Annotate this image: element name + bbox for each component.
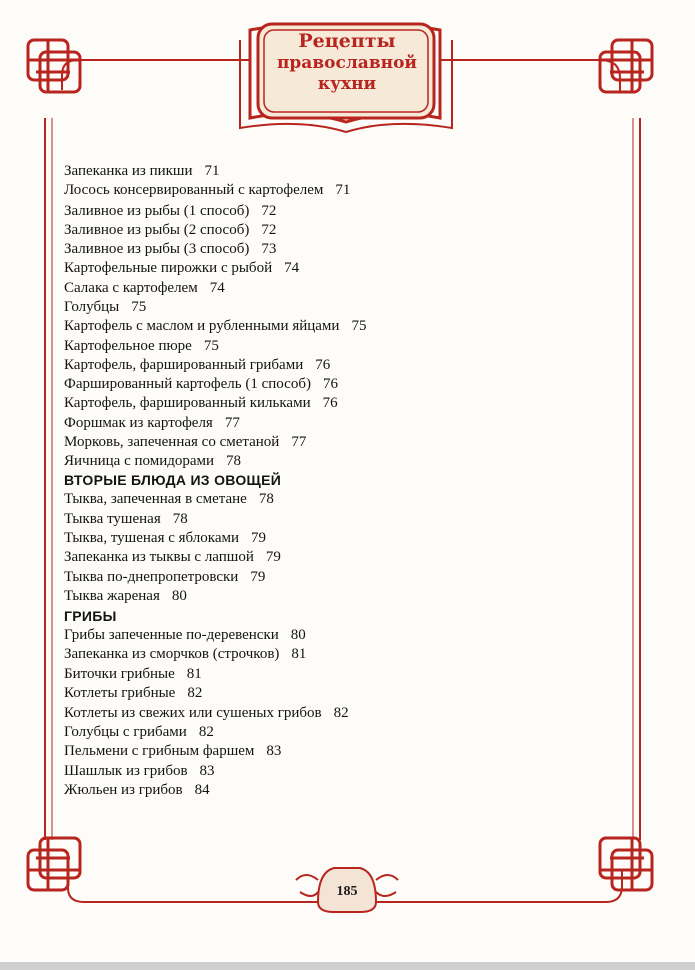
toc-entry: Голубцы с грибами 82 — [64, 724, 214, 740]
corner-knot-bottom-left — [28, 838, 80, 890]
section-heading-vegetables: ВТОРЫЕ БЛЮДА ИЗ ОВОЩЕЙ — [64, 472, 282, 488]
corner-knot-top-left — [28, 40, 80, 92]
toc-entry: Тыква, тушеная с яблоками 79 — [64, 530, 267, 546]
toc-entry: Салака с картофелем 74 — [64, 280, 225, 296]
toc-entry: Биточки грибные 81 — [64, 666, 202, 682]
section-heading-mushrooms: ГРИБЫ — [64, 608, 117, 624]
toc-entry: Котлеты грибные 82 — [64, 685, 203, 701]
toc-entry: Жюльен из грибов 84 — [64, 782, 210, 798]
toc-entry: Яичница с помидорами 78 — [64, 453, 242, 469]
toc-entry: Форшмак из картофеля 77 — [64, 415, 240, 431]
toc-entry: Лосось консервированный с картофелем 71 — [64, 182, 351, 198]
toc-entry: Тыква, запеченная в сметане 78 — [64, 491, 274, 507]
toc-entry: Шашлык из грибов 83 — [64, 763, 215, 779]
toc-entry: Тыква жареная 80 — [64, 588, 187, 604]
toc-entry: Котлеты из свежих или сушеных грибов 82 — [64, 705, 349, 721]
title-line-3: кухни — [317, 74, 377, 94]
toc-entry: Пельмени с грибным фаршем 83 — [64, 743, 282, 759]
toc-entry: Запеканка из тыквы с лапшой 79 — [64, 549, 281, 565]
toc-entry: Морковь, запеченная со сметаной 77 — [64, 434, 307, 450]
scan-edge — [0, 962, 695, 970]
toc-entry: Картофель, фаршированный кильками 76 — [64, 395, 338, 411]
toc-entry: Тыква по-днепропетровски 79 — [64, 569, 266, 585]
toc-entry: Заливное из рыбы (3 способ) 73 — [64, 241, 277, 257]
toc-entry: Картофель с маслом и рубленными яйцами 75 — [64, 318, 367, 334]
toc-entry: Голубцы 75 — [64, 299, 147, 315]
corner-knot-bottom-right — [600, 838, 652, 890]
toc-entry: Тыква тушеная 78 — [64, 511, 188, 527]
toc-entry: Картофельное пюре 75 — [64, 338, 219, 354]
corner-knot-top-right — [600, 40, 652, 92]
title-line-1: Рецепты — [298, 30, 396, 52]
toc-entry: Заливное из рыбы (1 способ) 72 — [64, 203, 277, 219]
toc-entry: Заливное из рыбы (2 способ) 72 — [64, 222, 277, 238]
title-line-2: православной — [276, 53, 418, 73]
toc-entry: Фаршированный картофель (1 способ) 76 — [64, 376, 338, 392]
toc-entry: Запеканка из пикши 71 — [64, 163, 220, 179]
toc-entry: Картофельные пирожки с рыбой 74 — [64, 260, 300, 276]
toc-entry: Картофель, фаршированный грибами 76 — [64, 357, 331, 373]
toc-entry: Грибы запеченные по-деревенски 80 — [64, 627, 306, 643]
book-title — [272, 30, 422, 94]
toc-entry: Запеканка из сморчков (строчков) 81 — [64, 646, 307, 662]
page-number: 185 — [336, 884, 358, 899]
